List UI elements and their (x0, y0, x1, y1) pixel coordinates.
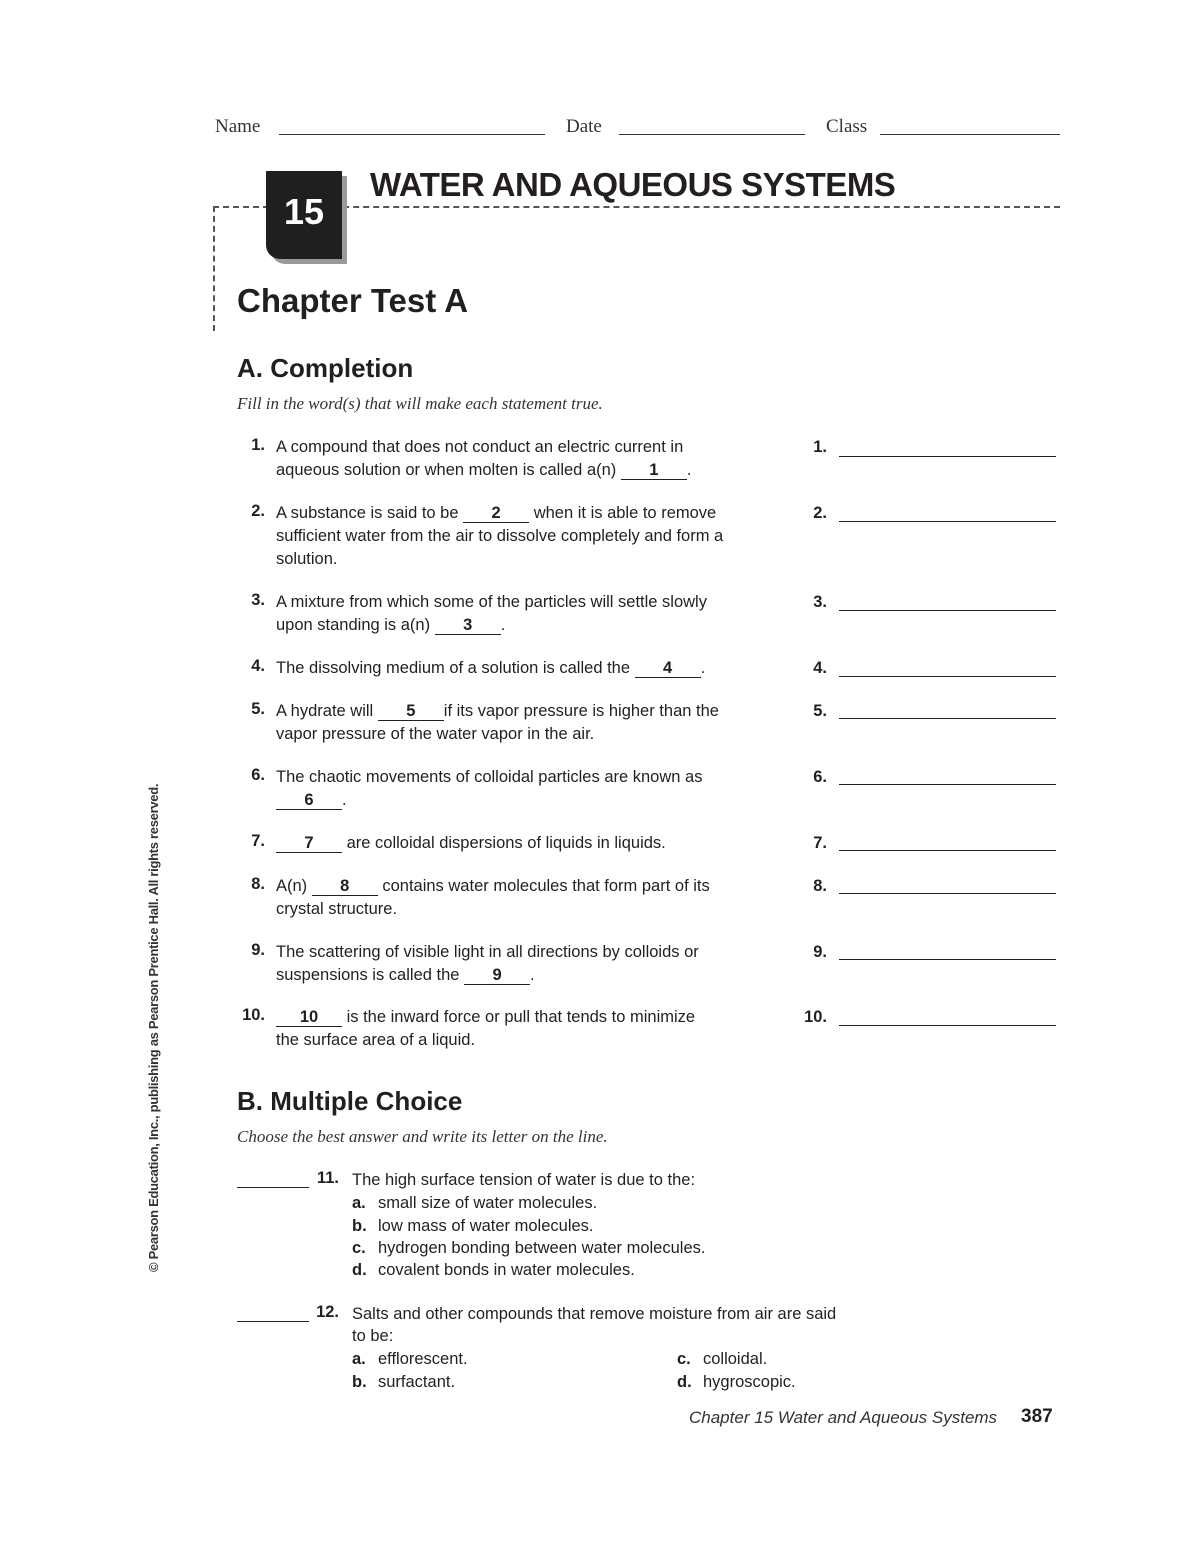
answer-line-8[interactable] (839, 893, 1056, 894)
question-2-text (276, 502, 796, 571)
answer-number: 3. (813, 593, 827, 611)
option-text: surfactant. (378, 1373, 456, 1391)
option-letter: b. (352, 1373, 367, 1391)
text-fragment: is the inward force or pull that tends to minimize (342, 1008, 696, 1026)
question-5-text (276, 700, 796, 746)
blank-3: 3 (435, 616, 501, 635)
question-4-text (276, 657, 796, 680)
question-text-line: sufficient water from the air to dissolve completely and form a (276, 527, 724, 545)
option-11b[interactable] (352, 1215, 594, 1238)
option-text: low mass of water molecules. (378, 1217, 594, 1235)
option-letter: c. (352, 1239, 366, 1257)
answer-line-9[interactable] (839, 959, 1056, 960)
text-fragment: . (700, 659, 706, 677)
text-fragment: . (500, 616, 506, 634)
answer-line-6[interactable] (839, 784, 1056, 785)
answer-line-4[interactable] (839, 676, 1056, 677)
question-number: 4. (251, 657, 265, 675)
text-fragment: . (686, 461, 692, 479)
question-11-stem: The high surface tension of water is due to the: (352, 1171, 696, 1189)
question-3-text (276, 591, 796, 637)
text-fragment: . (530, 966, 535, 984)
question-number: 5. (251, 700, 265, 718)
question-number: 12. (316, 1303, 339, 1321)
answer-line-12[interactable] (237, 1321, 309, 1322)
answer-line-1[interactable] (839, 456, 1056, 457)
chapter-number: 15 (283, 191, 325, 232)
blank-5: 5 (378, 702, 444, 721)
question-text-line: The scattering of visible light in all directions by colloids or (276, 943, 699, 961)
blank-9: 9 (464, 966, 530, 985)
answer-line-3[interactable] (839, 610, 1056, 611)
answer-number: 9. (813, 943, 827, 961)
text-fragment: upon standing is a(n) (276, 616, 435, 634)
question-text-line (276, 964, 796, 987)
question-number: 1. (251, 436, 265, 454)
answer-number: 8. (813, 877, 827, 895)
section-b-instructions: Choose the best answer and write its letter on the line. (237, 1127, 608, 1146)
answer-number: 10. (804, 1008, 827, 1026)
text-fragment: A substance is said to be (276, 504, 464, 522)
answer-line-7[interactable] (839, 850, 1056, 851)
question-number: 7. (251, 832, 265, 850)
question-text-line: crystal structure. (276, 900, 398, 918)
answer-line-11[interactable] (237, 1187, 309, 1188)
question-text-line (276, 614, 796, 637)
answer-number: 1. (813, 438, 827, 456)
option-text: small size of water molecules. (378, 1194, 598, 1212)
question-text-line (276, 832, 796, 855)
question-number: 2. (251, 502, 265, 520)
question-number: 3. (251, 591, 265, 609)
question-text-line: A mixture from which some of the particles will settle slowly (276, 593, 707, 611)
blank-2: 2 (463, 504, 529, 523)
blank-10: 10 (276, 1008, 342, 1027)
text-fragment: if its vapor pressure is higher than the (443, 702, 719, 720)
question-number: 6. (251, 766, 265, 784)
question-8-text (276, 875, 796, 921)
class-label: Class (826, 116, 868, 137)
answer-line-2[interactable] (839, 521, 1056, 522)
class-field[interactable] (880, 134, 1060, 135)
text-fragment: when it is able to remove (529, 504, 717, 522)
question-number: 9. (251, 941, 265, 959)
date-label: Date (566, 116, 602, 137)
blank-6: 6 (276, 791, 342, 810)
chapter-title: WATER AND AQUEOUS SYSTEMS (370, 166, 896, 203)
question-text-line: vapor pressure of the water vapor in the air. (276, 725, 595, 743)
section-b-title: B. Multiple Choice (237, 1086, 463, 1116)
question-number: 8. (251, 875, 265, 893)
page-number: 387 (1021, 1406, 1053, 1427)
text-fragment: aqueous solution or when molten is called a(n) (276, 461, 621, 479)
question-text-line: The chaotic movements of colloidal particles are known as (276, 768, 703, 786)
name-field[interactable] (279, 134, 545, 135)
footer-chapter-text: Chapter 15 Water and Aqueous Systems (689, 1408, 998, 1427)
chapter-number-tab (266, 171, 342, 259)
question-6-text (276, 766, 796, 812)
test-title: Chapter Test A (237, 282, 469, 319)
question-text-line (276, 1006, 796, 1029)
option-12d[interactable] (677, 1371, 796, 1394)
text-fragment: A(n) (276, 877, 312, 895)
option-letter: b. (352, 1217, 367, 1235)
option-11d[interactable] (352, 1259, 635, 1282)
question-number: 10. (242, 1006, 265, 1024)
question-text-line (276, 459, 796, 482)
answer-number: 4. (813, 659, 827, 677)
question-12-stem: Salts and other compounds that remove moisture from air are said (352, 1305, 837, 1323)
answer-number: 7. (813, 834, 827, 852)
option-11a[interactable] (352, 1192, 597, 1215)
option-12b[interactable] (352, 1371, 455, 1394)
option-11c[interactable] (352, 1237, 705, 1260)
option-text: hydrogen bonding between water molecules. (378, 1239, 706, 1257)
copyright-notice: © Pearson Education, Inc., publishing as Pearson Prentice Hall. All rights reserved. (146, 783, 161, 1272)
question-12-stem-cont: to be: (352, 1327, 394, 1345)
option-letter: a. (352, 1194, 366, 1212)
question-1-text (276, 436, 796, 482)
text-fragment: A hydrate will (276, 702, 378, 720)
section-a-title: A. Completion (237, 353, 414, 383)
answer-line-5[interactable] (839, 718, 1056, 719)
question-7-text (276, 832, 796, 855)
text-fragment: suspensions is called the (276, 966, 465, 984)
question-text-line (276, 657, 796, 680)
option-text: colloidal. (703, 1350, 768, 1368)
text-fragment: contains water molecules that form part of its (377, 877, 710, 895)
text-fragment: are colloidal dispersions of liquids in liquids. (342, 834, 666, 852)
blank-4: 4 (635, 659, 701, 678)
option-text: efflorescent. (378, 1350, 468, 1368)
option-letter: c. (677, 1350, 691, 1368)
date-field[interactable] (619, 134, 805, 135)
answer-number: 5. (813, 702, 827, 720)
option-text: covalent bonds in water molecules. (378, 1261, 635, 1279)
question-text-line: A compound that does not conduct an electric current in (276, 438, 684, 456)
answer-number: 2. (813, 504, 827, 522)
question-9-text (276, 941, 796, 987)
question-text-line (276, 502, 796, 525)
text-fragment: The dissolving medium of a solution is called the (276, 659, 635, 677)
option-12a[interactable] (352, 1348, 468, 1371)
answer-line-10[interactable] (839, 1025, 1056, 1026)
question-text-line: the surface area of a liquid. (276, 1031, 476, 1049)
blank-7: 7 (276, 834, 342, 853)
question-number: 11. (316, 1169, 339, 1187)
blank-8: 8 (312, 877, 378, 896)
option-text: hygroscopic. (703, 1373, 796, 1391)
section-a-instructions: Fill in the word(s) that will make each statement true. (237, 394, 603, 413)
option-12c[interactable] (677, 1348, 767, 1371)
question-text-line (276, 789, 796, 812)
option-letter: a. (352, 1350, 366, 1368)
text-fragment: . (342, 791, 347, 809)
chapter-rule-vertical (213, 206, 215, 331)
question-10-text (276, 1006, 796, 1052)
name-label: Name (215, 116, 261, 137)
option-letter: d. (677, 1373, 692, 1391)
question-text-line (276, 875, 796, 898)
question-text-line: solution. (276, 550, 338, 568)
answer-number: 6. (813, 768, 827, 786)
question-text-line (276, 700, 796, 723)
blank-1: 1 (621, 461, 687, 480)
option-letter: d. (352, 1261, 367, 1279)
